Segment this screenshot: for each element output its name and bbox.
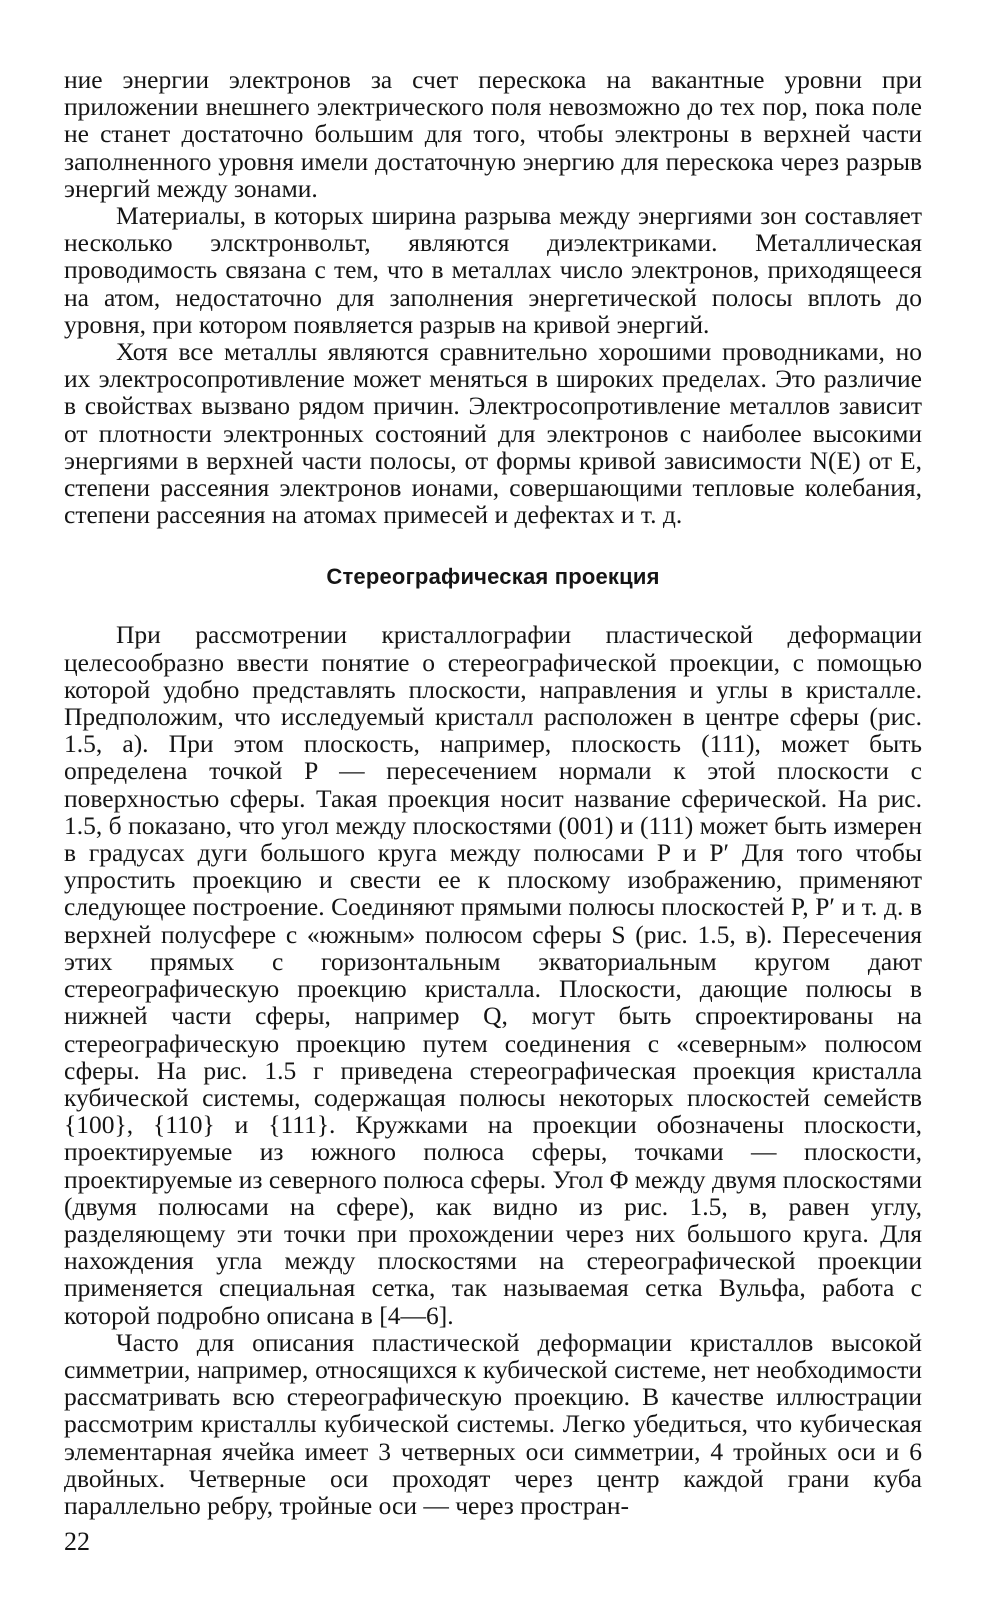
paragraph-2: Материалы, в которых ширина разрыва между энергиями зон составляет несколько элсктронвольт, являются диэлектриками. Металлическая проводимость связана с тем, что в металлах число электронов, приходящееся на атом, недостаточно для заполнения энергетической полосы вплоть до уровня, при котором появляется разрыв на кривой энергий. — [64, 201, 922, 339]
paragraph-1: ние энергии электронов за счет перескока на вакантные уровни при приложении внешнего электрического поля невозможно до тех пор, пока поле не станет достаточно большим для того, чтобы электроны в верхней части заполненного уровня имели достаточную энергию для перескока через разрыв энергий между зонами. — [64, 65, 922, 203]
page-number: 22 — [64, 1527, 90, 1556]
paragraph-3: Хотя все металлы являются сравнительно хорошими проводниками, но их электросопротивление может меняться в широких пределах. Это различие в свойствах вызвано рядом причин. Электросопротивление металлов зависит от плотности электронных состояний для электронов с наиболее высокими энергиями в верхней части полосы, от формы кривой зависимости N(E) от E, степени рассеяния электронов ионами, совершающими тепловые колебания, степени рассеяния на атомах примесей и дефектах и т. д. — [64, 337, 922, 530]
section-heading: Стереографическая проекция — [326, 564, 660, 590]
paragraph-4: При рассмотрении кристаллографии пластической деформации целесообразно ввести понятие о стереографической проекции, с помощью которой удобно представлять плоскости, направления и углы в кристалле. Предположим, что исследуемый кристалл расположен в центре сферы (рис. 1.5, а). При этом плоскость, например, плоскость (111), может быть определена точкой P — пересечением нормали к этой плоскости с поверхностью сферы. Такая проекция носит название сферической. На рис. 1.5, б показано, что угол между плоскостями (001) и (111) может быть измерен в градусах дуги большого круга между полюсами P и P′ Для того чтобы упростить проекцию и свести ее к плоскому изображению, применяют следующее построение. Соединяют прямыми полюсы плоскостей P, P′ и т. д. в верхней полусфере с «южным» полюсом сферы S (рис. 1.5, в). Пересечения этих прямых с горизонтальным экваториальным кругом дают стереографическую проекцию кристалла. Плоскости, дающие полюсы в нижней части сферы, например Q, могут быть спроектированы на стереографическую проекцию путем соединения с «северным» полюсом сферы. На рис. 1.5 г приведена стереографическая проекция кристалла кубической системы, содержащая полюсы некоторых плоскостей семейств {100}, {110} и {111}. Кружками на проекции обозначены плоскости, проектируемые из южного полюса сферы, точками — плоскости, проектируемые из северного полюса сферы. Угол Φ между двумя плоскостями (двумя полюсами на сфере), как видно из рис. 1.5, в, равен углу, разделяющему эти точки при прохождении через них большого круга. Для нахождения угла между плоскостями на стереографической проекции применяется специальная сетка, так называемая сетка Вульфа, работа с которой подробно описана в [4—6]. — [64, 620, 922, 1330]
page-body — [64, 66, 922, 1519]
paragraph-5: Часто для описания пластической деформации кристаллов высокой симметрии, например, относящихся к кубической системе, нет необходимости рассматривать всю стереографическую проекцию. В качестве иллюстрации рассмотрим кристаллы кубической системы. Легко убедиться, что кубическая элементарная ячейка имеет 3 четверных оси симметрии, 4 тройных оси и 6 двойных. Четверные оси проходят через центр каждой грани куба параллельно ребру, тройные оси — через простран- — [64, 1327, 922, 1520]
